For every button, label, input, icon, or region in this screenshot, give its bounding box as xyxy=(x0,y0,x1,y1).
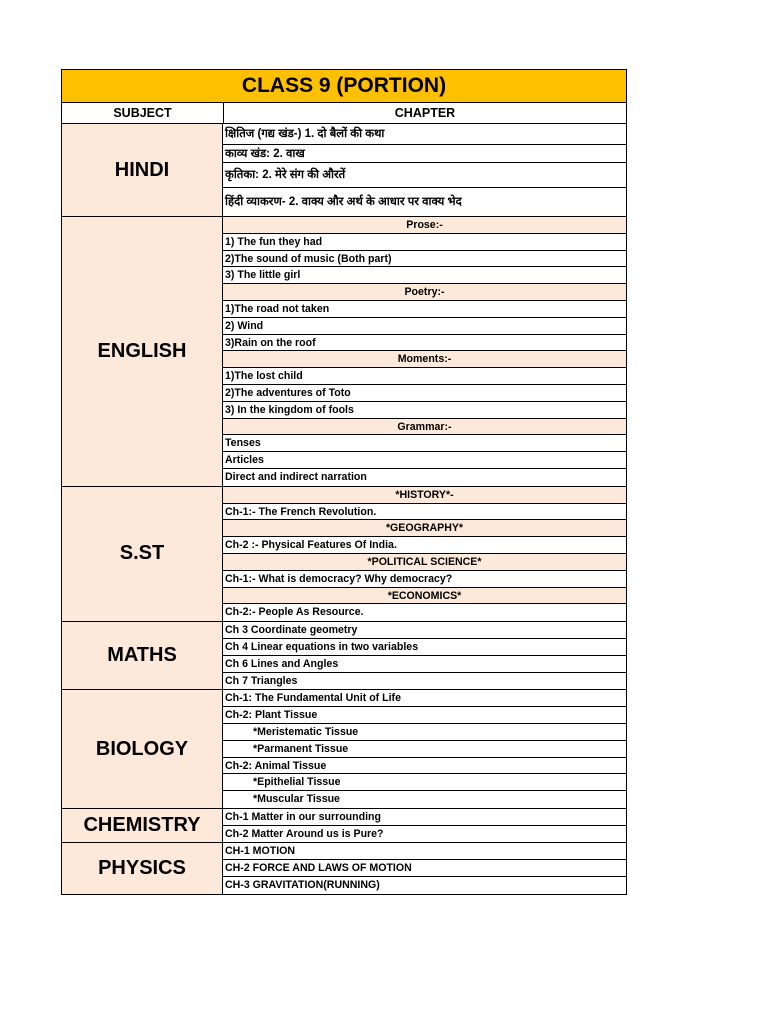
chapter-item: Ch-1:- The French Revolution. xyxy=(223,504,626,521)
chapter-item: CH-2 FORCE AND LAWS OF MOTION xyxy=(223,860,626,877)
chapter-item: काव्य खंड: 2. वाख xyxy=(223,145,626,163)
chapter-item: 3) The little girl xyxy=(223,267,626,284)
chapter-item: 2)The sound of music (Both part) xyxy=(223,251,626,268)
chapter-item: 3)Rain on the roof xyxy=(223,335,626,352)
subject-name: PHYSICS xyxy=(62,843,223,893)
header-row xyxy=(62,103,626,124)
chapter-item: CH-1 MOTION xyxy=(223,843,626,860)
chapter-item: 2)The adventures of Toto xyxy=(223,385,626,402)
chapter-list xyxy=(223,809,626,843)
chapter-item: *Epithelial Tissue xyxy=(223,774,626,791)
chapter-item: Ch-1:- What is democracy? Why democracy? xyxy=(223,571,626,588)
chapter-item: Ch-2: Plant Tissue xyxy=(223,707,626,724)
section-heading: Prose:- xyxy=(223,217,626,234)
subject-block xyxy=(62,690,626,809)
subject-blocks xyxy=(62,124,626,894)
chapter-item: *Parmanent Tissue xyxy=(223,741,626,758)
chapter-item: Ch-2 :- Physical Features Of India. xyxy=(223,537,626,554)
table-title: CLASS 9 (PORTION) xyxy=(62,70,626,103)
subject-name: BIOLOGY xyxy=(62,690,223,808)
section-heading: *HISTORY*- xyxy=(223,487,626,504)
chapter-list xyxy=(223,487,626,621)
chapter-item: Articles xyxy=(223,452,626,469)
chapter-item: 1)The road not taken xyxy=(223,301,626,318)
chapter-item: *Muscular Tissue xyxy=(253,793,340,806)
chapter-list xyxy=(223,124,626,216)
chapter-item: Ch 4 Linear equations in two variables xyxy=(223,639,626,656)
chapter-item: Direct and indirect narration xyxy=(225,470,367,483)
subject-column-header: SUBJECT xyxy=(62,103,224,123)
chapter-item: 1)The lost child xyxy=(223,368,626,385)
chapter-list xyxy=(223,622,626,689)
subject-block xyxy=(62,622,626,690)
subject-name: ENGLISH xyxy=(62,217,223,486)
chapter-item: Ch-2 Matter Around us is Pure? xyxy=(225,827,384,840)
subject-name: S.ST xyxy=(62,487,223,621)
subject-name: CHEMISTRY xyxy=(62,809,223,843)
chapter-item: 3) In the kingdom of fools xyxy=(223,402,626,419)
subject-block xyxy=(62,124,626,217)
chapter-item: 1) The fun they had xyxy=(223,234,626,251)
subject-name: MATHS xyxy=(62,622,223,689)
subject-block xyxy=(62,487,626,622)
chapter-item: Tenses xyxy=(223,435,626,452)
chapter-list xyxy=(223,690,626,808)
chapter-item: CH-3 GRAVITATION(RUNNING) xyxy=(225,879,380,892)
chapter-item: हिंदी व्याकरण- 2. वाक्य और अर्थ के आधार पर वाक्य भेद xyxy=(225,196,462,208)
chapter-item: 2) Wind xyxy=(223,318,626,335)
subject-block xyxy=(62,809,626,844)
chapter-item: Ch 3 Coordinate geometry xyxy=(223,622,626,639)
chapter-column-header: CHAPTER xyxy=(394,106,456,120)
section-heading: Poetry:- xyxy=(223,284,626,301)
section-heading: *POLITICAL SCIENCE* xyxy=(223,554,626,571)
subject-block xyxy=(62,217,626,487)
chapter-item: Ch 6 Lines and Angles xyxy=(223,656,626,673)
portion-table xyxy=(61,69,627,895)
chapter-item: क्षितिज (गद्य खंड-) 1. दो बैलों की कथा xyxy=(223,124,626,145)
section-heading: *ECONOMICS* xyxy=(223,588,626,605)
chapter-item: *Meristematic Tissue xyxy=(223,724,626,741)
section-heading: Moments:- xyxy=(223,351,626,368)
chapter-item: कृतिका: 2. मेरे संग की औरतें xyxy=(223,163,626,188)
section-heading: *GEOGRAPHY* xyxy=(223,520,626,537)
chapter-item: Ch-2: Animal Tissue xyxy=(223,758,626,775)
chapter-item: Ch 7 Triangles xyxy=(225,674,298,687)
subject-block xyxy=(62,843,626,893)
chapter-item: Ch-2:- People As Resource. xyxy=(225,606,364,619)
chapter-list xyxy=(223,843,626,893)
chapter-item: Ch-1 Matter in our surrounding xyxy=(223,809,626,826)
chapter-list xyxy=(223,217,626,486)
section-heading: Grammar:- xyxy=(223,419,626,436)
chapter-item: Ch-1: The Fundamental Unit of Life xyxy=(223,690,626,707)
subject-name: HINDI xyxy=(62,124,223,216)
